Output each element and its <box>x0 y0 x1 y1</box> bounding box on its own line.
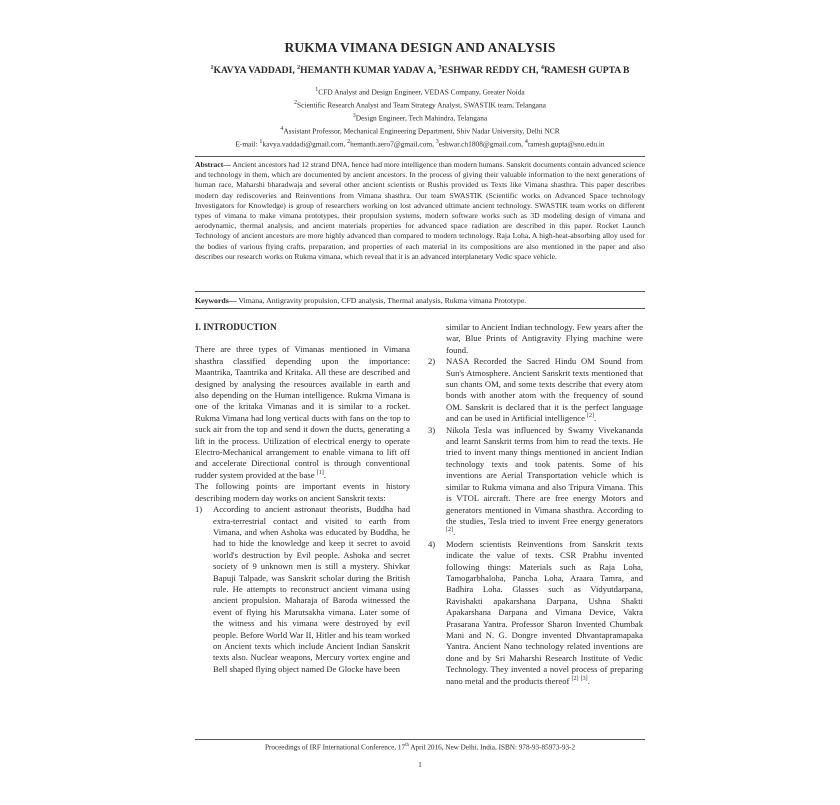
affiliation-1 <box>187 85 653 98</box>
author-3: ESHWAR REDDY CH, <box>441 65 541 77</box>
email-line <box>187 137 653 150</box>
author-2-sup: 2 <box>297 65 301 71</box>
list-item-3 <box>428 425 643 539</box>
citation: [3] <box>580 675 588 682</box>
footer-sup: th <box>405 743 409 748</box>
footer <box>187 743 653 751</box>
affiliations <box>187 85 653 149</box>
affiliation-4 <box>187 124 653 137</box>
affiliation-4-sup: 4 <box>280 125 284 132</box>
paper-title: RUKMA VIMANA DESIGN AND ANALYSIS <box>284 40 556 55</box>
email-1: kavya.vaddadi@gmail.com, <box>262 138 348 148</box>
intro-paragraph-1 <box>195 344 410 481</box>
affiliation-2-text: Scientific Research Analyst and Team Strategy Analyst, SWASTIK team, Telangana <box>297 100 546 110</box>
footer-pre: Proceedings of IRF International Conference, 17 <box>264 743 406 752</box>
abstract <box>195 160 645 262</box>
list-number: 4) <box>428 538 436 549</box>
email-4-sup: 4 <box>524 138 528 145</box>
affiliation-3-text: Design Engineer, Tech Mahindra, Telangana <box>355 113 488 123</box>
list-item-4-text: Modern scientists Reinventions from Sanskrit texts indicate the value of texts. CSR Prabhu invented following things: Materials such as Raja Loha, Tamogarbhaloha, Pancha Loha, Araara Tamra, and Badhira Loha. Glasses such as Vidyutdarpana, Ravishakti apakarshana Darpana, Ushna Shakti Apakarshana Darpana and Vimana Device, Vakra Prasarana Yantra. Professor Sharon Invented Chumbak Mani and N. G. Dongre invented Dhvantapramapaka Yantra. Ancient Nano technology related inventions are done and by Sri Maharshi Research Institute of Vedic Technology. They invented a novel process of preparing nano metal and the products thereof <box>446 538 643 686</box>
list-item-1-continued <box>428 322 643 356</box>
intro-p1-text: There are three types of Vimanas mentioned in Vimana shasthra classified depending upon the importance: Maantrika, Taantrika and Kritaka. All these are described and designed by analysing the resources available in earth and also depending on the Human intelligence. Rukma Vimana is one of the kritaka Vimanas and it is similar to a rocket. Rukma Vimana had long vertical ducts with fans on the top to suck air from the top and send it down the ducts, generating a lift in the process. Utilization of electrical energy to operate Electro-Mechanical arrangement to enable vimana to lift off and accelerate Directional control is through conventional rudder system provided at the base <box>195 344 410 480</box>
affiliation-1-text: CFD Analyst and Design Engineer, VEDAS Company, Greater Noida <box>318 87 525 97</box>
left-column <box>195 322 410 675</box>
author-1: KAVYA VADDADI, <box>213 65 298 77</box>
intro-p1-end: . <box>323 469 326 480</box>
list-item-4-end: . <box>587 675 590 686</box>
author-4-sup: 4 <box>540 65 544 71</box>
list-item-2-end: . <box>594 413 597 424</box>
list-item-4 <box>428 539 643 687</box>
abstract-text: Ancient ancestors had 12 strand DNA, hence had more intelligence than modern humans. Sanskrit documents contain advanced science and technology in them, which are documented by ancient ancestors. In the process of giving their valuable information to the next generations of human race, Maharshi bharadwaja and several other ancient scientists or Rushis provided us Texts like Vimana shasthra. This paper describes modern day rediscoveries and Reinventions from Vimana shasthra. Our team SWASTIK (Scientific works on Advanced Space technology Investigators for Knowledge) is group of researchers working on lost advanced ultimate ancient technology. SWASTIK team works on different types of vimana to make vimana prototypes, their propulsion systems, modern software works such as 3D modeling design of vimana and aerodynamic, thermal analysis, and ancient materials properties for advanced space radiation are described in this paper. Rocket Launch Technology of ancient ancestors are more highly advanced than compared to modern technology. Raja Loha, A high-heat-absorbing alloy used for the bodies of various flying crafts, preparation, and properties of each material in its compositions are also mentioned in the paper and also describes our research works on Rukma vimana, which reveal that it is an advanced interplanetary Vedic space vehicle. <box>195 160 646 261</box>
citation: [2] <box>587 413 595 420</box>
list-item-1-text: According to ancient astronaut theorists, Buddha had extra-terrestrial contact and visited to earth from Vimana, and when Ashoka was educated by Buddha, he had to hide the knowledge and keep it secret to avoid world's destruction by Evil people. Ashoka and secret society of 9 unknown men is still a mystery. Shivkar Bapuji Talpade, was Sanskrit scholar during the British rule. He attempts to reconstruct ancient vimana using ancient propulsion. Maharaja of Baroda witnessed the event of flying his Marutsakha vimana. Later some of the witness and his vimana were destroyed by evil people. Before World War II, Hitler and his team worked on Ancient texts which include Ancient Indian Sanskrit texts also. Nuclear weapons, Mercury vortex engine and Bell shaped flying object named De Glocke have been <box>213 504 410 674</box>
affiliation-2-sup: 2 <box>294 99 298 106</box>
list-item-3-end: . <box>453 527 456 538</box>
author-line <box>187 65 653 76</box>
section-heading: I. INTRODUCTION <box>195 322 277 332</box>
abstract-box <box>195 156 645 292</box>
intro-paragraph-2: The following points are important events in history describing modern day works on ancient Sanskrit texts: <box>195 481 410 503</box>
list-item-2-text: NASA Recorded the Sacred Hindu OM Sound from Sun's Atmosphere. Ancient Sanskrit texts mentioned that sun chants OM, and some texts describe that every atom bonds with another atom with the frequency of sound OM. Sanskrit is declared that it is the perfect language and can be used in Artificial intelligence <box>446 356 643 424</box>
list-item-1 <box>195 504 410 675</box>
email-2-sup: 2 <box>347 138 351 145</box>
list-number: 3) <box>428 424 436 435</box>
email-4: ramesh.gupta@snu.edu.in <box>527 138 605 148</box>
list-item-3-text: Nikola Tesla was influenced by Swamy Vivekananda and learnt Sanskrit terms from him to read the texts. He tried to invent many things mentioned in ancient Indian technology texts and took patents. Some of his inventions are Aerial Transportation vehicle which is similar to Rukma vimana and also Tripura Vimana. This is VTOL aircraft. There are free energy Motors and generators mentioned in Vimana shasthra. According to the studies, Tesla tried to invent Free energy generators <box>446 424 643 526</box>
footer-divider <box>195 739 645 740</box>
affiliation-4-text: Assistant Professor, Mechanical Engineering Department, Shiv Nadar University, Delhi NCR <box>283 126 560 136</box>
page-number: 1 <box>418 760 422 769</box>
author-3-sup: 3 <box>438 65 442 71</box>
affiliation-3 <box>187 111 653 124</box>
email-3-sup: 3 <box>435 138 439 145</box>
keywords-label: Keywords— <box>195 296 237 305</box>
list-number: 1) <box>195 504 203 515</box>
author-2: HEMANTH KUMAR YADAV A, <box>300 65 439 77</box>
email-prefix: E-mail: <box>235 138 260 148</box>
affiliation-3-sup: 3 <box>352 112 356 119</box>
list-number: 2) <box>428 356 436 367</box>
abstract-label: Abstract— <box>195 160 231 169</box>
keywords-text: Vimana, Antigravity propulsion, CFD analysis, Thermal analysis, Rukma vimana Prototype. <box>236 296 527 305</box>
list-item-1-cont-text: similar to Ancient Indian technology. Few years after the war, Blue Prints of Antigravity Flying machine were found. <box>446 322 643 355</box>
author-1-sup: 1 <box>210 65 214 71</box>
email-2: hemanth.aero7@gmail.com, <box>350 138 436 148</box>
affiliation-2 <box>187 98 653 111</box>
citation: [1] <box>316 470 324 477</box>
email-1-sup: 1 <box>259 138 263 145</box>
keywords <box>195 296 645 309</box>
affiliation-1-sup: 1 <box>315 87 319 93</box>
citation: [2] <box>571 675 579 682</box>
footer-post: April 2016, New Delhi, India, ISBN: 978-93-85973-93-2 <box>408 743 576 752</box>
right-column <box>428 322 643 687</box>
citation: [2] <box>446 527 453 534</box>
list-item-2 <box>428 356 643 424</box>
author-4: RAMESH GUPTA B <box>543 65 630 77</box>
paper-page <box>187 22 653 802</box>
email-3: eshwar.ch1808@gmail.com, <box>438 138 525 148</box>
